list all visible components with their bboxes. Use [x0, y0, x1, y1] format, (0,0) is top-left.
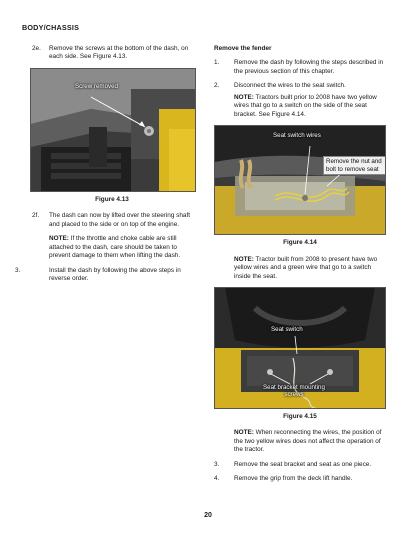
figure-4-15-photo: [214, 287, 386, 409]
figure-label-screw-removed: Screw removed: [75, 82, 118, 90]
step-number: 1.: [214, 59, 220, 67]
figure-label-remove-nut-bolt: Remove the nut and bolt to remove seat: [323, 156, 386, 175]
page-number: 20: [204, 512, 212, 519]
note-text: Tractor built from 2008 to present have two yellow wires and a green wire that go to a switch inside the seat.: [234, 255, 378, 280]
note-text: Tractors built prior to 2008 have two yellow wires that go to a switch on the side of the seat bracket. See Figure 4.14.: [234, 93, 377, 118]
figure-4-14-caption: Figure 4.14: [283, 239, 317, 247]
note-reconnecting-wires: [234, 429, 386, 454]
note-throttle-cable: [49, 235, 192, 260]
figure-4-13-photo: [30, 68, 196, 192]
step-1: [214, 59, 386, 76]
step-text: The dash can now by lifted over the steering shaft and placed to the side or on top of the engine.: [49, 212, 191, 228]
figure-label-seat-bracket-screws: Seat bracket mounting screws: [263, 383, 325, 399]
step-text: Remove the screws at the bottom of the dash, on each side. See Figure 4.13.: [49, 45, 189, 61]
step-number: 3.: [214, 460, 220, 468]
step-number: 2e.: [32, 45, 41, 52]
step-text: Install the dash by following the above steps in reverse order.: [49, 266, 181, 283]
note-text: When reconnecting the wires, the position of the two yellow wires does not affect the operation of the tractor.: [234, 429, 382, 454]
figure-4-13-caption: Figure 4.13: [95, 195, 129, 203]
step-2e: [32, 45, 192, 62]
step-2: [214, 82, 386, 90]
step-2f: [32, 212, 192, 229]
section-heading-remove-fender: Remove the fender: [214, 45, 272, 52]
step-text: Disconnect the wires to the seat switch.: [234, 82, 346, 90]
note-text: If the throttle and choke cable are still attached to the dash, care should be taken to prevent damage to them when lifting the dash.: [49, 235, 181, 260]
note-label: NOTE:: [234, 93, 254, 101]
step-text: Remove the grip from the deck lift handle.: [234, 475, 353, 483]
step-number: 4.: [214, 475, 220, 483]
right-column: [214, 45, 386, 490]
note-label: NOTE:: [49, 235, 69, 243]
figure-label-seat-switch-wires: Seat switch wires: [273, 132, 321, 140]
step-number: 2.: [214, 82, 220, 90]
figure-4-14-photo: [214, 125, 386, 235]
section-header: BODY/CHASSIS: [22, 23, 80, 32]
note-prior-2008: [234, 94, 386, 119]
step-text: Remove the dash by following the steps described in the previous section of this chapter.: [234, 59, 384, 75]
left-column: [15, 45, 192, 290]
figure-4-15-caption: Figure 4.15: [283, 412, 317, 420]
step-number: 3.: [15, 266, 21, 274]
seat-switch-wires-photo: [215, 126, 385, 234]
step-4-deck-lift-grip: [214, 475, 386, 483]
step-3-seat-bracket: [214, 461, 386, 469]
step-text: Remove the seat bracket and seat as one piece.: [234, 460, 372, 468]
step-number: 2f.: [32, 212, 40, 220]
step-3-install-dash: [15, 267, 192, 284]
note-label: NOTE:: [234, 255, 254, 263]
note-label: NOTE:: [234, 429, 254, 437]
note-2008-present: [234, 256, 386, 281]
figure-label-seat-switch: Seat switch: [271, 325, 303, 333]
